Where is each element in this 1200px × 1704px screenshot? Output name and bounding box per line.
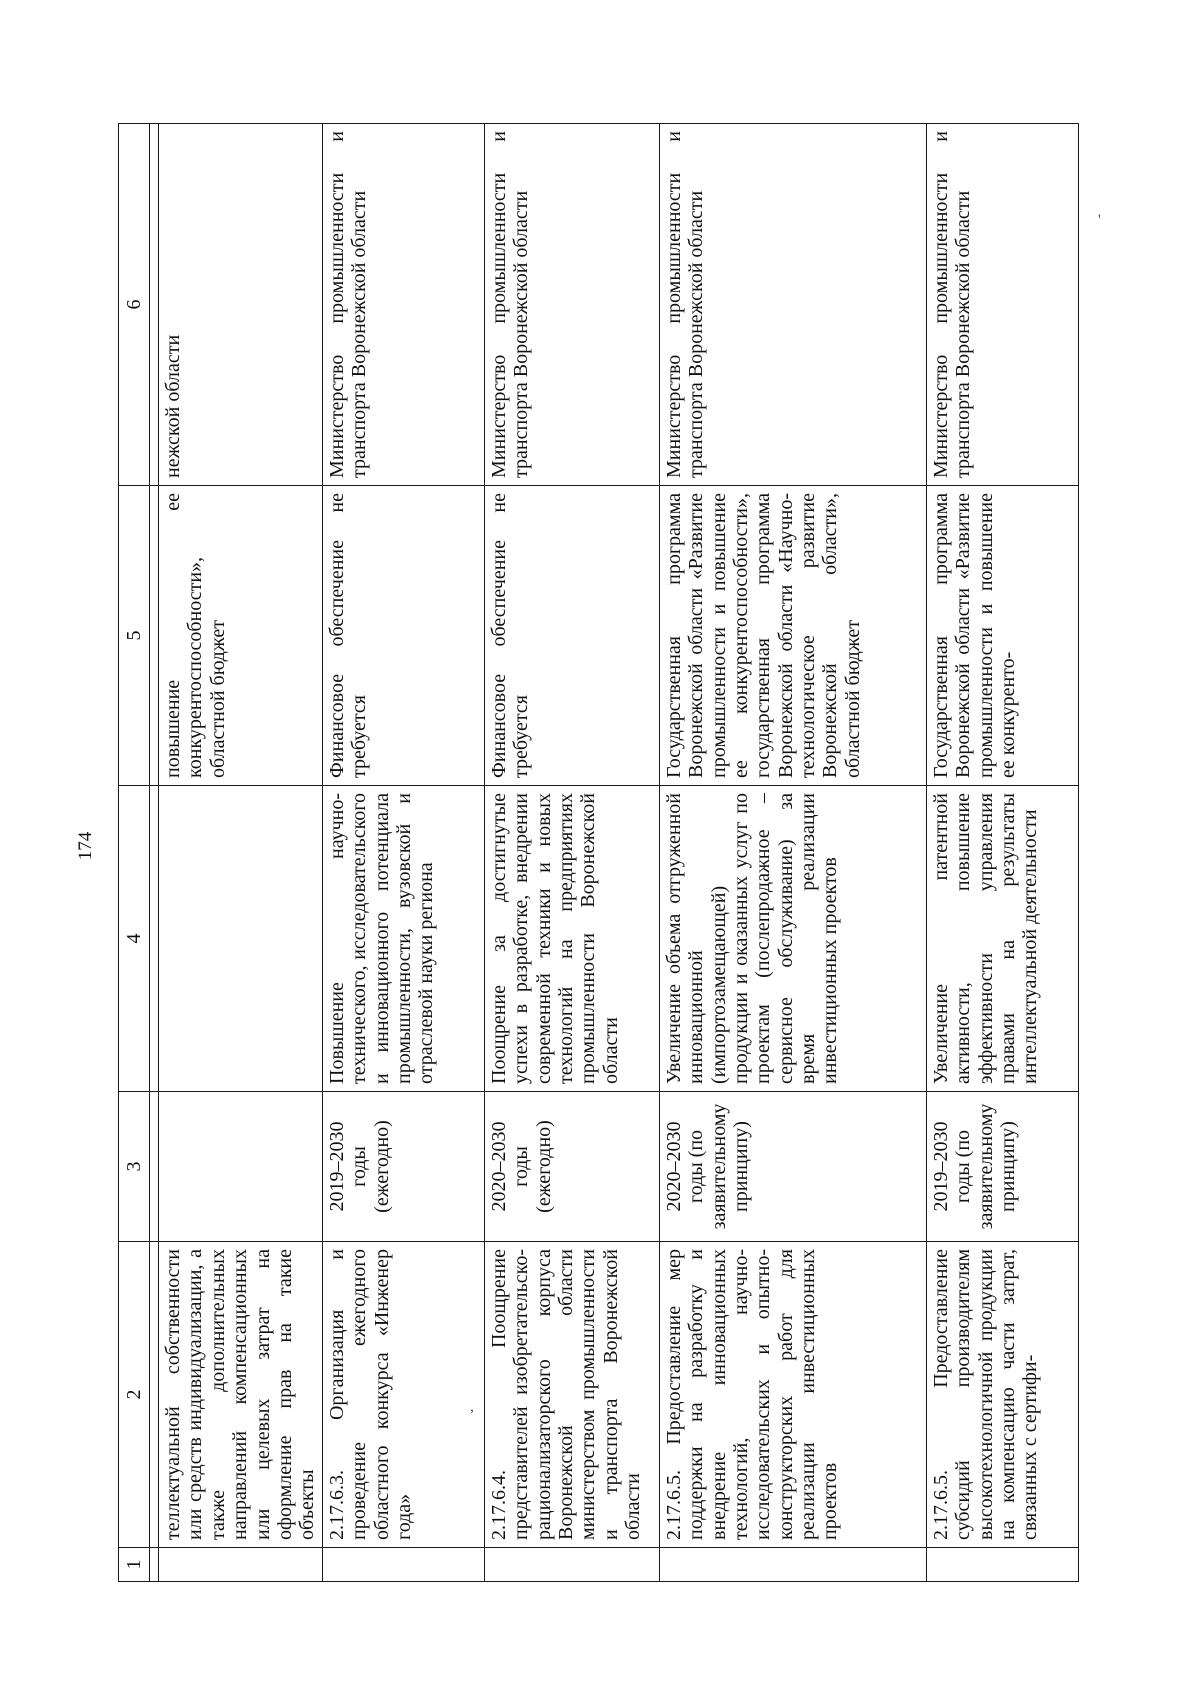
row-number-cell [659,1548,926,1582]
period-cell: 2019–2030 годы (ежегодно) [322,1092,484,1242]
measure-cell: 2.17.6.5. Предоставление мер поддержки на разработку и внедрение инновационных технологий, научно-исследовательских и опытно-конструкторских работ для реализации инвестиционных проектов [659,1242,926,1548]
result-cell: Повышение научно-технического, исследовательского и инновационного потенциала промышленности, вузовской и отраслевой науки региона [322,786,484,1092]
executor-cell: Министерство промышленности и транспорта Воронежской области [322,124,484,486]
period-cell: 2020–2030 годы (по заявительному принципу) [659,1092,926,1242]
result-cell: Поощрение за достигнутые успехи в разработке, внедрении современной техники и новых технологий на предприятиях промышленности Воронежской области [484,786,659,1092]
executor-cell: Министерство промышленности и транспорта Воронежской области [926,124,1078,486]
table-row [484,124,659,1582]
result-cell [159,786,323,1092]
measure-cell: 2.17.6.5. Предоставление субсидий производителям высокотехнологичной продукции на компенсацию части затрат, связанных с сертифи- [926,1242,1078,1548]
table-row [926,124,1078,1582]
funding-cell: повышение ее конкурентоспособности», областной бюджет [159,486,323,786]
row-number-cell [159,1548,323,1582]
executor-cell: Министерство промышленности и транспорта Воронежской области [484,124,659,486]
period-cell [159,1092,323,1242]
row-number-cell [926,1548,1078,1582]
spacer-row [150,124,159,1582]
period-cell: 2020–2030 годы (ежегодно) [484,1092,659,1242]
funding-cell: Государственная программа Воронежской области «Развитие промышленности и повышение ее конкуренто- [926,486,1078,786]
scan-mark: ' [1098,212,1101,229]
column-header: 3 [119,1092,150,1242]
column-header: 5 [119,486,150,786]
result-cell: Увеличение патентной активности, повышение эффективности управления правами на результаты интеллектуальной деятельности [926,786,1078,1092]
column-header-row [119,124,150,1582]
table-row [659,124,926,1582]
period-cell: 2019–2030 годы (по заявительному принципу) [926,1092,1078,1242]
funding-cell: Государственная программа Воронежской области «Развитие промышленности и повышение ее конкурентоспособности», государственная программа Воронежской области «Научно-технологическое развитие Воронежской области», областной бюджет [659,486,926,786]
rotated-table-wrapper [118,124,1064,1582]
row-number-cell [322,1548,484,1582]
funding-cell: Финансовое обеспечение не требуется [322,486,484,786]
measure-cell: теллектуальной собственности или средств индивидуализации, а также дополнительных направлений компенсационных или целевых затрат на оформление прав на такие объекты [159,1242,323,1548]
column-header: 6 [119,124,150,486]
executor-cell: нежской области [159,124,323,486]
column-header: 1 [119,1548,150,1582]
page-number: 174 [75,831,96,861]
executor-cell: Министерство промышленности и транспорта Воронежской области [659,124,926,486]
scan-mark: , [470,1398,474,1415]
plan-table [118,123,1079,1582]
table-row [159,124,323,1582]
funding-cell: Финансовое обеспечение не требуется [484,486,659,786]
column-header: 4 [119,786,150,1092]
result-cell: Увеличение объема отгруженной инновационной (импортозамещающей) продукции и оказанных услуг по проектам (послепродажное – сервисное обслуживание) за время реализации инвестиционных проектов [659,786,926,1092]
table-row [322,124,484,1582]
column-header: 2 [119,1242,150,1548]
measure-cell: 2.17.6.3. Организация и проведение ежегодного областного конкурса «Инженер года» [322,1242,484,1548]
row-number-cell [484,1548,659,1582]
measure-cell: 2.17.6.4. Поощрение представителей изобретательско-рационализаторского корпуса Воронежской области министерством промышленности и транспорта Воронежской области [484,1242,659,1548]
